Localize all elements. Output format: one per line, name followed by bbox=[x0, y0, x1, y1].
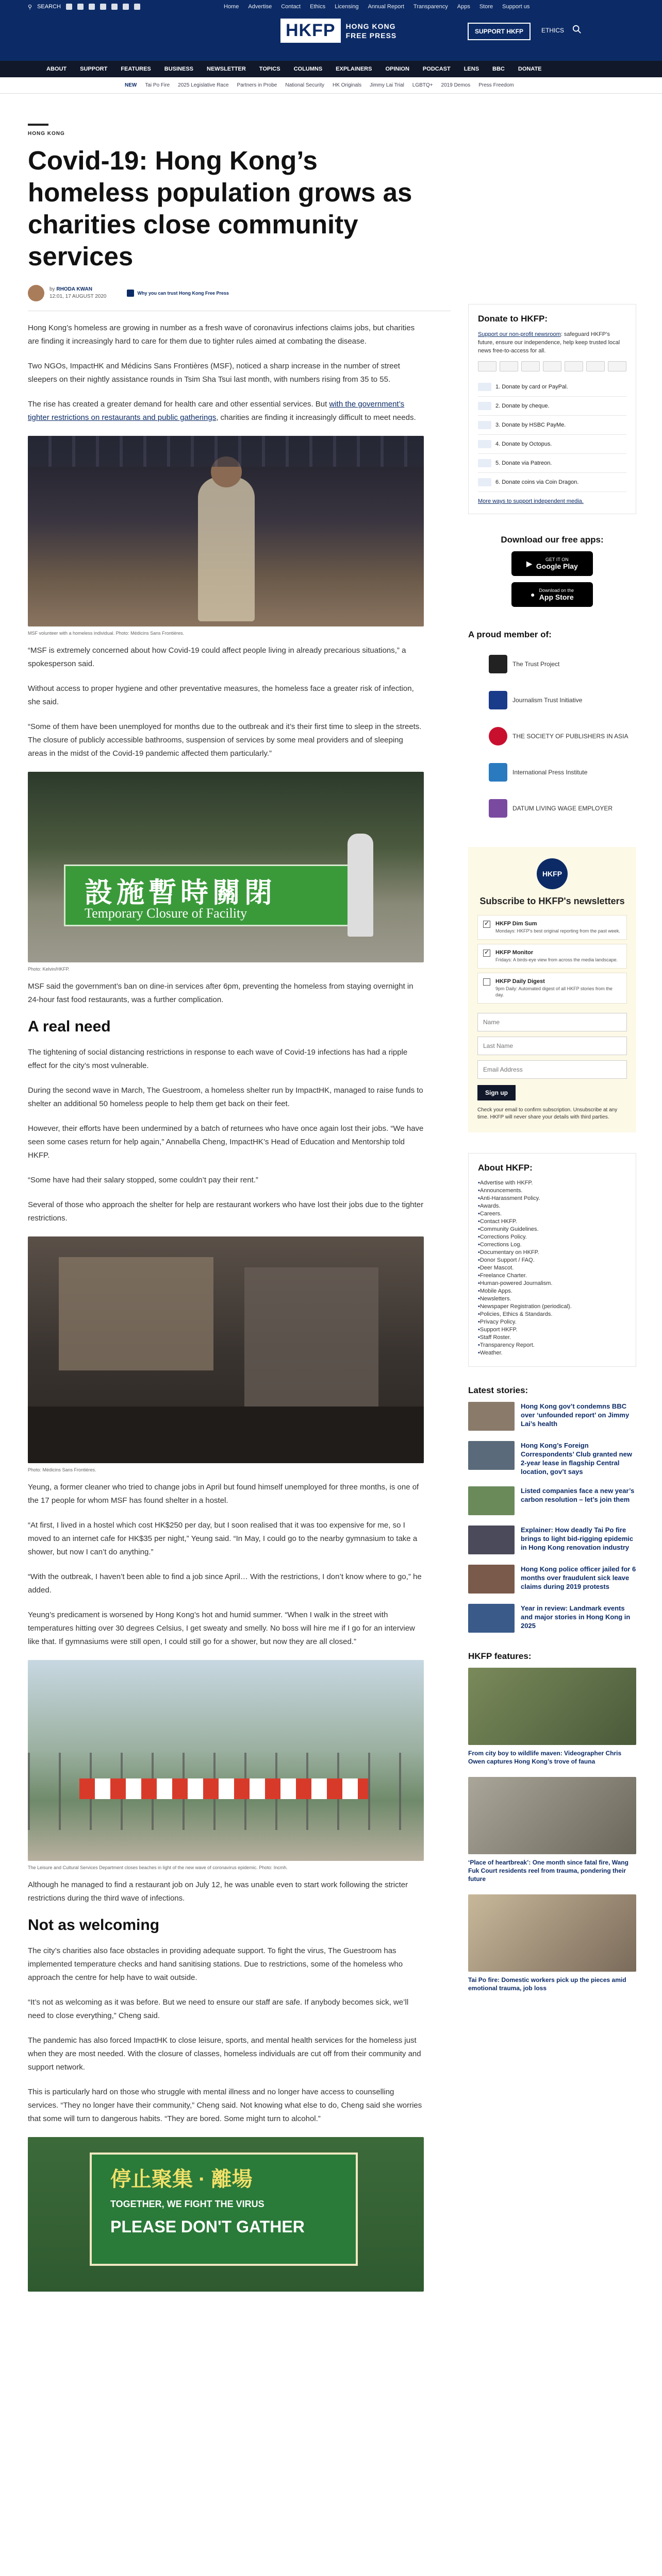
instagram-icon[interactable] bbox=[89, 4, 95, 10]
sign2-chinese: 停止聚集 · 離場 bbox=[110, 2168, 253, 2191]
logo-mark: HKFP bbox=[280, 19, 341, 43]
caption: Photo: Kelvin/HKFP. bbox=[28, 967, 70, 972]
trust-icon bbox=[127, 290, 134, 297]
utility-left bbox=[28, 4, 224, 10]
twitter-icon[interactable] bbox=[77, 4, 84, 10]
publish-date: 12:01, 17 AUGUST 2020 bbox=[49, 294, 107, 299]
donate-option[interactable] bbox=[478, 397, 626, 416]
member-name: The Trust Project bbox=[512, 660, 560, 668]
paragraph: Yeung, a former cleaner who tried to change jobs in April but found himself unemployed for three months, is one of the 17 people for whom MSF has found shelter in a hostel. bbox=[28, 1483, 419, 1505]
newsletter-option-desc: Mondays: HKFP's best original reporting from the past week. bbox=[495, 928, 620, 934]
utility-link[interactable]: Advertise bbox=[248, 4, 272, 10]
main-nav bbox=[0, 61, 662, 77]
paragraph: The pandemic has also forced ImpactHK to close leisure, sports, and mental health services for the homeless just when they are most needed. With the closure of classes, homeless individuals are cut off from their community and support network. bbox=[28, 2036, 421, 2072]
about-list bbox=[478, 1179, 626, 1357]
ethics-link[interactable]: ETHICS bbox=[541, 27, 565, 34]
patreon-icon bbox=[608, 361, 626, 371]
donate-option[interactable] bbox=[478, 378, 626, 397]
feature-title: From city boy to wildlife maven: Videographer Chris Owen captures Hong Kong’s trove of fauna bbox=[468, 1750, 622, 1765]
google-play-button[interactable] bbox=[511, 551, 593, 576]
member-name: Journalism Trust Initiative bbox=[512, 697, 583, 704]
newsletter-option-text bbox=[495, 950, 618, 963]
latest-title: Latest stories: bbox=[468, 1385, 528, 1395]
utility-link[interactable]: Annual Report bbox=[368, 4, 404, 10]
nav-item[interactable]: DONATE bbox=[518, 66, 542, 72]
caption: The Leisure and Cultural Services Department closes beaches in light of the new wave of coronavirus epidemic. Photo: Incmh. bbox=[28, 1865, 288, 1870]
donate-option[interactable] bbox=[478, 435, 626, 454]
ticker-item[interactable]: Partners in Probe bbox=[237, 82, 277, 88]
nav-item[interactable]: ABOUT bbox=[46, 66, 67, 72]
photo-closure-sign bbox=[28, 772, 424, 962]
paragraph: Without access to proper hygiene and other preventative measures, the homeless face a greater risk of infection, she said. bbox=[28, 684, 414, 706]
utility-link[interactable]: Apps bbox=[457, 4, 470, 10]
search-icon[interactable] bbox=[572, 25, 582, 34]
google-play-icon: ▶ bbox=[526, 559, 532, 568]
trust-link-text: Why you can trust Hong Kong Free Press bbox=[137, 291, 229, 296]
nav-item[interactable]: OPINION bbox=[385, 66, 409, 72]
logo-text bbox=[346, 22, 397, 40]
signup-button[interactable]: Sign up bbox=[477, 1085, 516, 1100]
donate-option[interactable] bbox=[478, 473, 626, 492]
card-icon bbox=[478, 383, 491, 391]
about-link[interactable]: • Careers. bbox=[478, 1210, 626, 1218]
proud-title: A proud member of: bbox=[468, 630, 552, 639]
about-link[interactable]: • Support HKFP. bbox=[478, 1326, 626, 1334]
member-logo[interactable] bbox=[468, 646, 636, 682]
byline bbox=[28, 283, 451, 303]
paragraph: However, their efforts have been undermined by a batch of returnees who have once again lost their jobs. “We have seen some cases return for help again,” Annabella Cheng, ImpactHK’s Head of Education and Mentorship told HKFP. bbox=[28, 1124, 424, 1160]
masthead bbox=[0, 13, 662, 61]
search-icon[interactable]: ⚲ bbox=[28, 4, 32, 10]
paragraph bbox=[28, 398, 424, 425]
caption: MSF volunteer with a homeless individual. Photo: Médicins Sans Frontières. bbox=[28, 631, 185, 636]
ticker-item[interactable]: Jimmy Lai Trial bbox=[370, 82, 404, 88]
paragraph: During the second wave in March, The Guestroom, a homeless shelter run by ImpactHK, managed to raise funds to shelter an additional 50 homeless people to help them get back on their feet. bbox=[28, 1086, 423, 1108]
sign2-english-2: PLEASE DON'T GATHER bbox=[110, 2217, 305, 2236]
donate-option[interactable] bbox=[478, 416, 626, 435]
nav-item[interactable]: EXPLAINERS bbox=[336, 66, 372, 72]
about-link[interactable]: • Corrections Policy. bbox=[478, 1233, 626, 1241]
newsletter-option-text bbox=[495, 921, 620, 934]
patreon-icon bbox=[478, 459, 491, 467]
photo-dont-gather-sign bbox=[28, 2137, 424, 2292]
story-thumbnail bbox=[468, 1565, 515, 1594]
youtube-icon[interactable] bbox=[100, 4, 106, 10]
paragraph: Several of those who approach the shelter for help are restaurant workers who have lost their jobs due to the tighter restrictions. bbox=[28, 1200, 424, 1223]
nav-item[interactable]: BBC bbox=[492, 66, 505, 72]
ticker-item[interactable]: HK Originals bbox=[332, 82, 362, 88]
donate-option-label: 6. Donate coins via Coin Dragon. bbox=[495, 479, 579, 485]
article bbox=[28, 124, 451, 2300]
photo-beach-closure bbox=[28, 1660, 424, 1861]
last-name-field[interactable] bbox=[477, 1037, 627, 1055]
about-link[interactable]: • Anti-Harassment Policy. bbox=[478, 1195, 626, 1202]
utility-link[interactable]: Support us bbox=[502, 4, 530, 10]
paragraph: Two NGOs, ImpactHK and Médicins Sans Frontières (MSF), noticed a sharp increase in the number of street sleepers on their nightly assistance rounds in Tsim Sha Tsui last month, with numbers rising from 35 to 55. bbox=[28, 362, 400, 384]
about-link[interactable]: • Mobile Apps. bbox=[478, 1287, 626, 1295]
latest-stories bbox=[468, 1385, 636, 1633]
feature-story[interactable] bbox=[468, 1668, 636, 1766]
utility-links bbox=[224, 4, 634, 10]
caption: Photo: Médicins Sans Frontières. bbox=[28, 1467, 96, 1472]
telegram-icon[interactable] bbox=[123, 4, 129, 10]
topics-ticker bbox=[0, 77, 662, 94]
about-link[interactable]: • Announcements. bbox=[478, 1187, 626, 1195]
utility-link[interactable]: Store bbox=[479, 4, 493, 10]
feature-image bbox=[468, 1894, 636, 1972]
nav-item[interactable]: SUPPORT bbox=[80, 66, 108, 72]
paragraph-text: , charities are finding it increasingly difficult to meet needs. bbox=[216, 413, 416, 422]
payme-icon bbox=[565, 361, 583, 371]
about-link[interactable]: • Documentary on HKFP. bbox=[478, 1249, 626, 1257]
donate-option-label: 2. Donate by cheque. bbox=[495, 403, 550, 409]
latest-story[interactable] bbox=[468, 1486, 636, 1515]
sign2-english-1: TOGETHER, WE FIGHT THE VIRUS bbox=[110, 2199, 264, 2209]
newsletter-option-desc: 9pm Daily: Automated digest of all HKFP stories from the day. bbox=[495, 986, 613, 997]
octopus-icon bbox=[586, 361, 605, 371]
newsletter-option-title: HKFP Daily Digest bbox=[495, 978, 545, 985]
member-name: THE SOCIETY OF PUBLISHERS IN ASIA bbox=[512, 733, 628, 740]
feature-story[interactable] bbox=[468, 1777, 636, 1883]
story-title: Hong Kong police officer jailed for 6 months over fraudulent sick leave claims during 2019 protests bbox=[521, 1565, 636, 1590]
latest-story[interactable] bbox=[468, 1565, 636, 1594]
feature-title: Tai Po fire: Domestic workers pick up the pieces amid emotional trauma, job loss bbox=[468, 1976, 626, 1992]
amex-icon bbox=[521, 361, 540, 371]
paragraph: Yeung’s predicament is worsened by Hong Kong’s hot and humid summer. “When I walk in the street with temperatures hitting over 30 degrees Celsius, I get sweaty and smelly. No boss will hire me if I go for an interview like that. If gymnasiums were still open, I could still go for a shower, but now they are all closed.” bbox=[28, 1611, 415, 1646]
section-heading: A real need bbox=[28, 1018, 111, 1035]
google-play-text bbox=[536, 557, 578, 570]
donate-option-label: 5. Donate via Patreon. bbox=[495, 460, 552, 466]
figure bbox=[28, 2137, 424, 2292]
article-title: Covid-19: Hong Kong’s homeless population grows as charities close community services bbox=[28, 146, 412, 271]
donate-title: Donate to HKFP: bbox=[478, 314, 548, 324]
ipi-icon bbox=[489, 763, 507, 782]
newsletter-option[interactable] bbox=[477, 973, 627, 1004]
ticker-item[interactable]: Press Freedom bbox=[478, 82, 514, 88]
logo-line-1: HONG KONG bbox=[345, 22, 396, 30]
byline-prefix: by bbox=[49, 286, 55, 292]
paragraph: “At first, I lived in a hostel which cost HK$250 per day, but I soon realised that it was too expensive for me, so I moved to an internet cafe for HK$35 per night,” Yeung said. “In May, I could go to the nearby gymnasium to take a shower, but now I can’t do anything.” bbox=[28, 1521, 418, 1556]
linkedin-icon[interactable] bbox=[111, 4, 118, 10]
facebook-icon[interactable] bbox=[66, 4, 72, 10]
donate-option-label: 4. Donate by Octopus. bbox=[495, 441, 552, 447]
paragraph: “Some have had their salary stopped, some couldn’t pay their rent.” bbox=[28, 1176, 258, 1184]
apps-section bbox=[468, 535, 636, 607]
jti-icon bbox=[489, 691, 507, 709]
ticker-new-label: NEW bbox=[125, 82, 137, 88]
support-newsroom-link[interactable]: Support our non-profit newsroom bbox=[478, 331, 561, 337]
story-thumbnail bbox=[468, 1526, 515, 1554]
donate-option[interactable] bbox=[478, 454, 626, 473]
utility-link[interactable]: Ethics bbox=[310, 4, 326, 10]
donate-option-label: 3. Donate by HSBC PayMe. bbox=[495, 422, 566, 428]
app-store-text bbox=[539, 588, 574, 601]
feature-story[interactable] bbox=[468, 1894, 636, 1992]
app-store-big: App Store bbox=[539, 593, 574, 601]
app-store-button[interactable] bbox=[511, 582, 593, 607]
author-avatar bbox=[28, 285, 44, 301]
ticker-item[interactable]: LGBTQ+ bbox=[412, 82, 433, 88]
about-link[interactable]: • Freelance Charter. bbox=[478, 1272, 626, 1280]
member-logo[interactable] bbox=[468, 682, 636, 718]
category-label[interactable]: HONG KONG bbox=[28, 124, 48, 137]
sidebar bbox=[468, 304, 636, 2004]
coin-icon bbox=[478, 478, 491, 486]
about-link[interactable]: • Newspaper Registration (periodical). bbox=[478, 1303, 626, 1311]
feature-title: ‘Place of heartbreak’: One month since fatal fire, Wang Fuk Court residents reel from trauma, pondering their future bbox=[468, 1859, 628, 1883]
nav-item[interactable]: TOPICS bbox=[259, 66, 280, 72]
story-thumbnail bbox=[468, 1441, 515, 1470]
utility-bar bbox=[0, 0, 662, 13]
sopa-icon bbox=[489, 727, 507, 745]
paragraph: “MSF is extremely concerned about how Covid-19 could affect people living in already precarious situations,” a spokesperson said. bbox=[28, 646, 406, 668]
paragraph: The city’s charities also face obstacles in providing adequate support. To fight the virus, The Guestroom has implemented temperature checks and hand sanitising stations. Due to restrictions, some of the homeless who approach the centre for help have to wait outside. bbox=[28, 1946, 403, 1982]
hkfp-badge: HKFP bbox=[537, 858, 568, 889]
story-title: Explainer: How deadly Tai Po fire brings to light bid-rigging epidemic in Hong Kong renovation industry bbox=[521, 1526, 634, 1551]
paragraph: “Some of them have been unemployed for months due to the outbreak and it’s their first time to sleep in the streets. The closure of publicly accessible bathrooms, suspension of services by some meal providers and of sleeping areas in the midst of the Covid-19 pandemic affected them particularly.” bbox=[28, 722, 422, 758]
email-icon[interactable] bbox=[134, 4, 140, 10]
feature-image bbox=[468, 1777, 636, 1854]
member-logo[interactable] bbox=[468, 790, 636, 826]
member-logo[interactable] bbox=[468, 718, 636, 754]
donate-intro-text: : safeguard HKFP’s future, ensure our independence, help keep trusted local news free-to-access for all. bbox=[478, 331, 620, 354]
story-title: Listed companies face a new year’s carbon resolution – let’s join them bbox=[521, 1487, 635, 1503]
member-name: DATUM LIVING WAGE EMPLOYER bbox=[512, 805, 613, 812]
hkfp-logo[interactable] bbox=[280, 19, 396, 43]
newsletter-option-title: HKFP Dim Sum bbox=[495, 921, 537, 927]
nav-item[interactable]: BUSINESS bbox=[164, 66, 194, 72]
app-store-small: Download on the bbox=[539, 588, 574, 593]
feature-image bbox=[468, 1668, 636, 1745]
about-link[interactable]: • Deer Mascot. bbox=[478, 1264, 626, 1272]
nav-item[interactable]: FEATURES bbox=[121, 66, 151, 72]
utility-link[interactable]: Licensing bbox=[335, 4, 359, 10]
sign-english: Temporary Closure of Facility bbox=[85, 906, 247, 921]
story-thumbnail bbox=[468, 1486, 515, 1515]
author-name[interactable]: RHODA KWAN bbox=[56, 286, 92, 292]
ticker-item[interactable]: 2019 Demos bbox=[441, 82, 471, 88]
photo-msf-volunteer bbox=[28, 436, 424, 626]
paragraph-text: The rise has created a greater demand for health care and other essential services. But bbox=[28, 400, 327, 409]
paragraph: Although he managed to find a restaurant job on July 12, he was unable even to start work following the stricter restrictions during the third wave of infections. bbox=[28, 1880, 408, 1903]
figure bbox=[28, 1660, 424, 1870]
utility-link[interactable]: Transparency bbox=[413, 4, 448, 10]
sign-chinese: 設施暫時關閉 bbox=[85, 877, 276, 908]
ticker-item[interactable]: 2025 Legislative Race bbox=[178, 82, 229, 88]
donate-option-label: 1. Donate by card or PayPal. bbox=[495, 384, 568, 390]
email-field[interactable] bbox=[477, 1060, 627, 1079]
latest-story[interactable] bbox=[468, 1402, 636, 1431]
proud-member-section bbox=[468, 630, 636, 826]
payment-methods bbox=[478, 361, 626, 371]
latest-story[interactable] bbox=[468, 1604, 636, 1633]
apple-icon: ● bbox=[530, 590, 535, 599]
nav-item[interactable]: COLUMNS bbox=[293, 66, 323, 72]
latest-story[interactable] bbox=[468, 1441, 636, 1476]
story-thumbnail bbox=[468, 1604, 515, 1633]
newsletter-box bbox=[468, 847, 636, 1132]
newsletter-checkbox[interactable] bbox=[483, 978, 490, 986]
about-link[interactable]: • Policies, Ethics & Standards. bbox=[478, 1311, 626, 1318]
about-link[interactable]: • Donor Support / FAQ. bbox=[478, 1257, 626, 1264]
about-link[interactable]: • Human-powered Journalism. bbox=[478, 1280, 626, 1287]
about-link[interactable]: • Advertise with HKFP. bbox=[478, 1179, 626, 1187]
story-title: Hong Kong gov’t condemns BBC over ‘unfounded report’ on Jimmy Lai’s health bbox=[521, 1402, 630, 1428]
about-link[interactable]: • Awards. bbox=[478, 1202, 626, 1210]
newsletter-option[interactable] bbox=[477, 915, 627, 940]
apps-title: Download our free apps: bbox=[501, 535, 604, 545]
about-link[interactable]: • Corrections Log. bbox=[478, 1241, 626, 1249]
visa-icon bbox=[478, 361, 496, 371]
newsletter-option-desc: Fridays: A birds-eye view from across the media landscape. bbox=[495, 957, 618, 962]
paragraph: Hong Kong’s homeless are growing in number as a fresh wave of coronavirus infections claims jobs, but charities are finding it increasingly hard to care for them due to tighter rules aimed at combating the disease. bbox=[28, 324, 415, 346]
member-name: International Press Institute bbox=[512, 769, 588, 776]
nav-item[interactable]: LENS bbox=[464, 66, 479, 72]
byline-text bbox=[49, 286, 106, 300]
utility-link[interactable]: Home bbox=[224, 4, 239, 10]
paragraph: “It’s not as welcoming as it was before. But we need to ensure our staff are safe. If anybody becomes sick, we’ll need to close everything,” Cheng said. bbox=[28, 1998, 409, 2020]
about-link[interactable]: • Staff Roster. bbox=[478, 1334, 626, 1342]
features-title: HKFP features: bbox=[468, 1651, 532, 1661]
about-link[interactable]: • Privacy Policy. bbox=[478, 1318, 626, 1326]
utility-link[interactable]: Contact bbox=[281, 4, 301, 10]
payme-icon bbox=[478, 421, 491, 429]
hkfp-features bbox=[468, 1651, 636, 1992]
newsletter-option-title: HKFP Monitor bbox=[495, 950, 534, 956]
story-title: Year in review: Landmark events and major stories in Hong Kong in 2025 bbox=[521, 1604, 631, 1630]
google-play-small: GET IT ON bbox=[545, 557, 569, 562]
figure bbox=[28, 436, 424, 636]
living-wage-icon bbox=[489, 799, 507, 818]
newsletter-option[interactable] bbox=[477, 944, 627, 969]
nav-item[interactable]: NEWSLETTER bbox=[207, 66, 246, 72]
newsletter-note: Check your email to confirm subscription. Unsubscribe at any time. HKFP will never share your details with third parties. bbox=[477, 1107, 618, 1120]
more-ways-link[interactable]: More ways to support independent media. bbox=[478, 498, 584, 504]
donate-intro bbox=[478, 330, 626, 355]
about-box bbox=[468, 1153, 636, 1367]
ticker-item[interactable]: Tai Po Fire bbox=[145, 82, 170, 88]
first-name-field[interactable] bbox=[477, 1013, 627, 1031]
section-heading: Not as welcoming bbox=[28, 1917, 160, 1934]
photo-sleeping-area bbox=[28, 1236, 424, 1463]
mastercard-icon bbox=[500, 361, 518, 371]
support-hkfp-button[interactable]: SUPPORT HKFP bbox=[468, 23, 531, 40]
about-link[interactable]: • Weather. bbox=[478, 1349, 626, 1357]
octopus-icon bbox=[478, 440, 491, 448]
story-thumbnail bbox=[468, 1402, 515, 1431]
about-link[interactable]: • Newsletters. bbox=[478, 1295, 626, 1303]
about-link[interactable]: • Community Guidelines. bbox=[478, 1226, 626, 1233]
paragraph: MSF said the government’s ban on dine-in services after 6pm, preventing the homeless from staying overnight in 24-hour fast food restaurants, was a further complication. bbox=[28, 982, 413, 1004]
newsletter-title: Subscribe to HKFP's newsletters bbox=[479, 896, 625, 906]
about-title: About HKFP: bbox=[478, 1163, 533, 1173]
newsletter-option-text bbox=[495, 978, 621, 998]
paypal-icon bbox=[543, 361, 561, 371]
newsletter-checkbox[interactable] bbox=[483, 950, 490, 957]
paragraph: “With the outbreak, I haven’t been able to find a job since April… With the restrictions, I don’t know where to go,” he added. bbox=[28, 1572, 422, 1595]
google-play-big: Google Play bbox=[536, 562, 578, 570]
figure bbox=[28, 772, 424, 972]
utility-search[interactable]: SEARCH bbox=[37, 4, 61, 10]
cheque-icon bbox=[478, 402, 491, 410]
restrictions-link[interactable]: with the government’s tighter restrictions on restaurants and public gatherings bbox=[28, 400, 405, 422]
about-link[interactable]: • Transparency Report. bbox=[478, 1342, 626, 1349]
newsletter-checkbox[interactable] bbox=[483, 921, 490, 928]
paragraph: The tightening of social distancing restrictions in response to each wave of Covid-19 infections has had a ripple effect for the city’s most vulnerable. bbox=[28, 1048, 408, 1070]
logo-line-2: FREE PRESS bbox=[345, 31, 397, 40]
ticker-item[interactable]: National Security bbox=[285, 82, 324, 88]
nav-item[interactable]: PODCAST bbox=[422, 66, 451, 72]
paragraph: This is particularly hard on those who struggle with mental illness and no longer have access to counselling services. “They no longer have their community,” Cheng said. Not knowing what else to do, Cheng said she worries that some will turn to dangerous habits. “They are bored. Some might turn to alcohol.” bbox=[28, 2088, 422, 2123]
donate-box bbox=[468, 304, 636, 514]
figure bbox=[28, 1236, 424, 1472]
member-logo[interactable] bbox=[468, 754, 636, 790]
trust-project-icon bbox=[489, 655, 507, 673]
about-link[interactable]: • Contact HKFP. bbox=[478, 1218, 626, 1226]
trust-link[interactable] bbox=[127, 290, 229, 297]
story-title: Hong Kong’s Foreign Correspondents’ Club granted new 2-year lease in flagship Central location, gov’t says bbox=[521, 1442, 632, 1476]
latest-story[interactable] bbox=[468, 1526, 636, 1554]
